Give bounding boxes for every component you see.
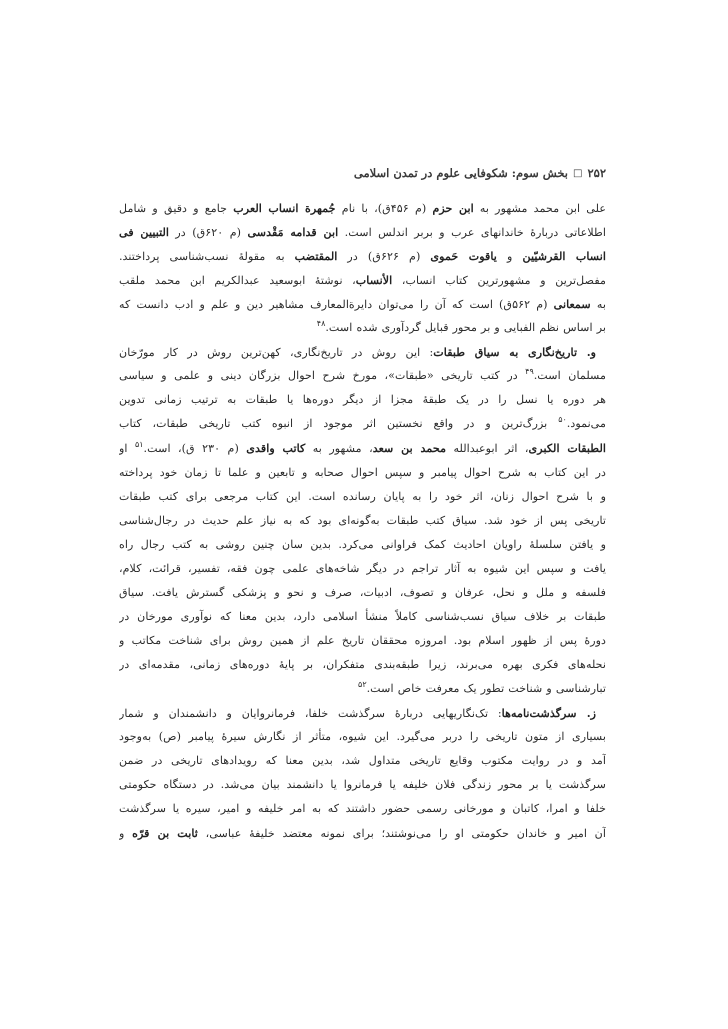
running-header [119, 162, 606, 184]
text-line: آمد و در روایت مکتوب وقایع تاریخی متداول شد، بدین معنا که رویدادهای تاریخی در ضمن [119, 754, 606, 768]
text-line: در این کتاب به شرح احوال پیامبر و سپس احوال صحابه و تابعین و علما تا زمان خود پرداخته [119, 465, 606, 479]
text-line: اطلاعاتی دربارهٔ خاندانهای عرب و بربر اندلس است. ابن قدامه مَقْدسی (م ۶۲۰ق) در التبیین فی [119, 225, 606, 240]
text-line: بر اساس نظم الفبایی و بر محور قبایل گردآوری شده است.$^{۴۸}$ [316, 319, 606, 335]
text-line: علی ابن محمد مشهور به ابن حزم (م ۴۵۶ق)، با نام جُمهرة انساب العرب جامع و دقیق و شامل [119, 201, 606, 215]
body-text [119, 196, 606, 845]
text-line: و. تاریخ‌نگاری به سیاق طبقات: این روش در تاریخ‌نگاری، کهن‌ترین روش در کار مورّخان [119, 345, 596, 360]
text-line: آن امیر و خاندان حکومتی او را می‌نوشتند؛ برای نمونه معتضد خلیفهٔ عباسی، ثابت بن قرّه و [119, 826, 606, 841]
text-line: تبارشناسی و شناخت تطور یک معرفت خاص است.$^{۵۲}$ [358, 679, 606, 695]
text-line: فلسفه و ملل و نحل، عرفان و تصوف، ادبیات، صرف و نحو و پزشکی گسترش یافت. سیاق [119, 585, 606, 599]
running-title: بخش سوم: شکوفایی علوم در تمدن اسلامی [353, 166, 569, 180]
text-line: هر دوره یا نسل را در یک طبقهٔ مجزا از دیگر دوره‌ها یا طبقات به ترتیب زمانی تدوین [119, 393, 606, 407]
text-line: طبقات بر خلاف سیاق نسب‌شناسی کاملاً منشأ اسلامی دارد، بدین معنا که نوآوری مورخان در [119, 609, 606, 623]
text-line: خلفا و امرا، کاتبان و مورخانی رسمی حضور داشتند که به امر خلیفه و امیر، سیره یا سرگذشت [119, 802, 606, 816]
text-line: دورهٔ پس از ظهور اسلام بود. امروزه محققان تاریخ علم از همین روش برای شناخت مکاتب و [119, 633, 606, 647]
text-line: ز. سرگذشت‌نامه‌ها: تک‌نگاریهایی دربارهٔ سرگذشت خلفا، فرمانروایان و دانشمندان و شمار [119, 705, 596, 720]
text-line: مسلمان است.$^{۴۹}$ در کتب تاریخی «طبقات»، مورخ شرح احوال بزرگان دینی و علمی و سیاسی [119, 367, 606, 383]
text-line: به سمعانی (م ۵۶۲ق) است که آن را می‌توان دایرةالمعارف مشاهیر دین و علم و ادب دانست که [119, 297, 606, 312]
text-line: تاریخی پس از خود شد. سیاق کتب طبقات به‌گونه‌ای بود که به نیاز علم حدیث در رجال‌شناسی [119, 513, 606, 527]
text-line: الطبقات الکبری، اثر ابوعبدالله محمد بن سعد، مشهور به کاتب واقدی (م ۲۳۰ ق)، است.$^{۵۱}$ او [119, 440, 606, 456]
text-line: می‌نمود.$^{۵۰}$ بزرگ‌ترین و در واقع نخستین اثر موجود از انبوه کتب تاریخی طبقات، کتاب [119, 415, 606, 431]
text-line: بسیاری از متون تاریخی را دربر می‌گیرد. این شیوه، متأثر از نگارش سیرهٔ پیامبر (ص) به‌وجود [119, 730, 606, 744]
header-separator: □ [573, 167, 583, 179]
page-number: ۲۵۲ [587, 166, 606, 180]
text-line: مفصل‌ترین و مشهورترین کتاب انساب، الأنساب، نوشتهٔ ابوسعید عبدالکریم ابن محمد ملقب [119, 273, 606, 288]
text-line: و یافتن سلسلهٔ راویان احادیث کمک فراوانی می‌کرد. بدین سان چنین روشی به کتب رجال راه [119, 537, 606, 551]
text-line: یافت و سپس این شیوه به آثار تراجم در دیگر شاخه‌های علمی چون فقه، تفسیر، قرائت، کلام، [119, 561, 606, 575]
text-line: سرگذشت یا بر محور زندگی فلان خلیفه یا فرمانروا یا دانشمند بیان می‌شد. در دستگاه حکومتی [119, 778, 606, 792]
text-line: انساب القرشیّین و یاقوت حَموی (م ۶۲۶ق) در المقتضب به مقولهٔ نسب‌شناسی پرداختند. [119, 249, 606, 264]
text-line: و با شرح احوال زنان، اثر خود را به پایان رسانده است. این کتاب مرجعی برای کتب طبقات [119, 489, 606, 503]
text-line: نحله‌های فکری بهره می‌برند، زیرا طبقه‌بندی متفکران، بر پایهٔ دوره‌های زمانی، مقدمه‌ای در [119, 657, 606, 671]
